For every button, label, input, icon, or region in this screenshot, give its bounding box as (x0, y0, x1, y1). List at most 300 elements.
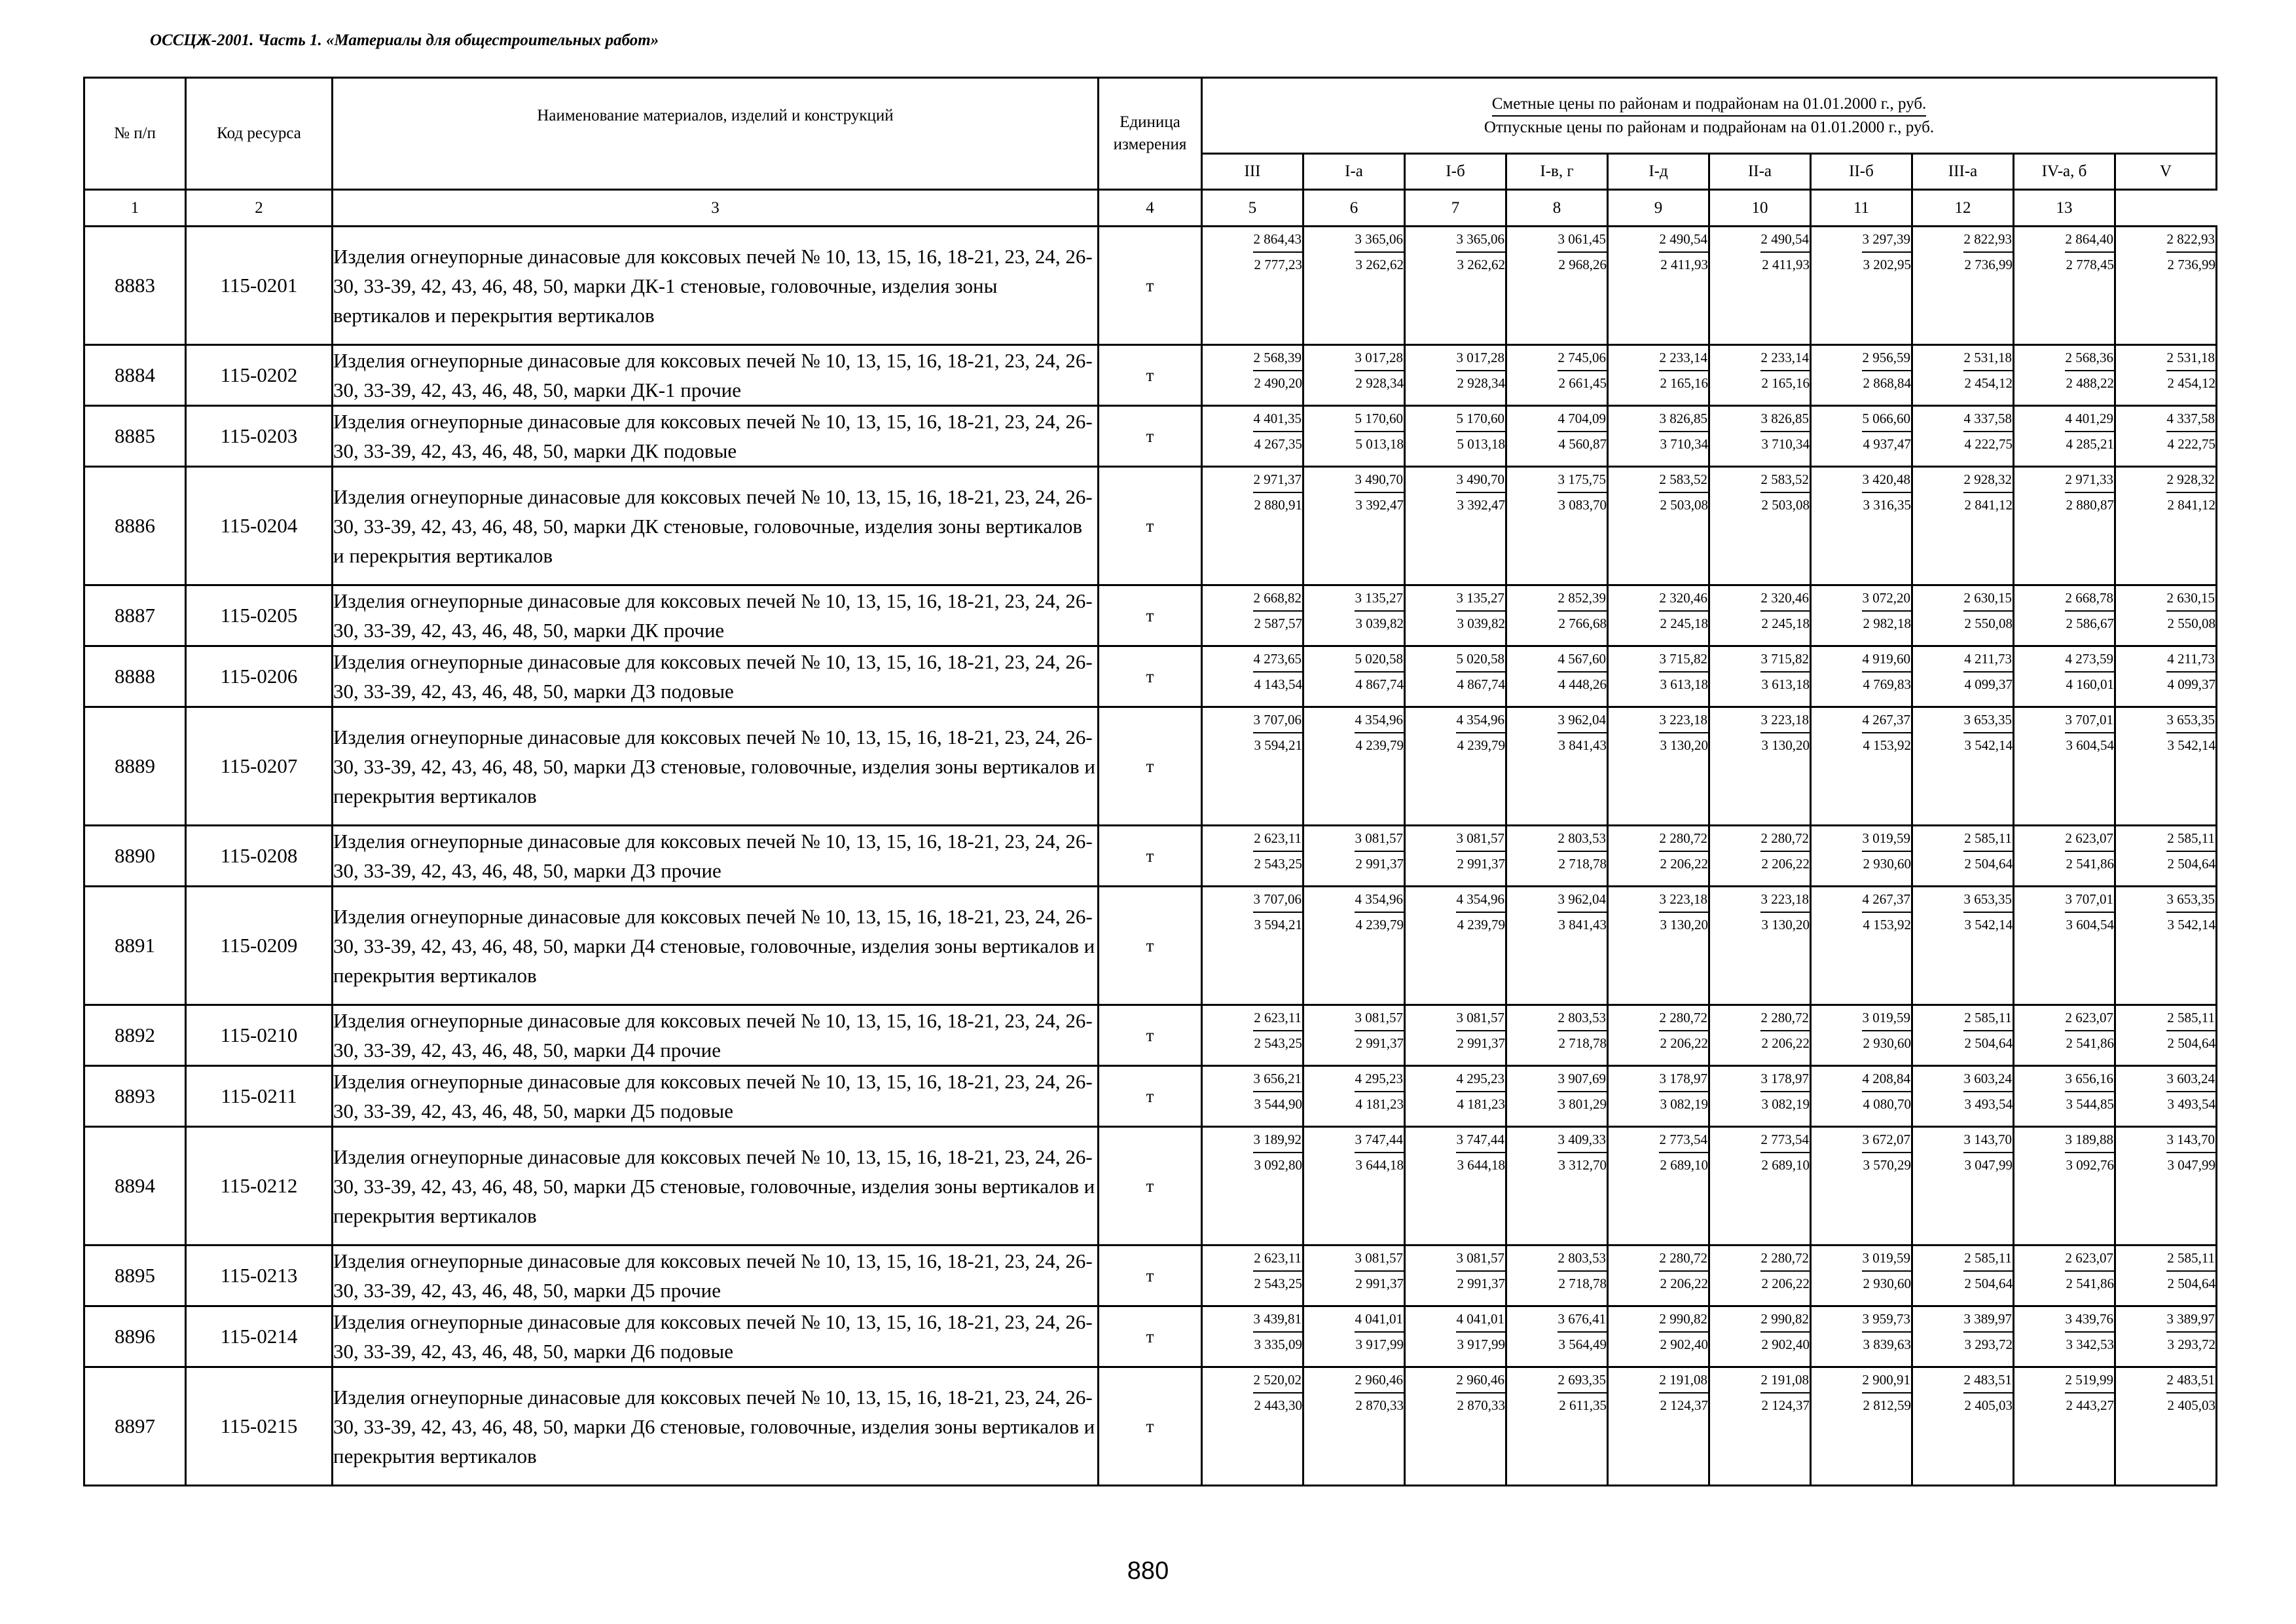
estimated-price: 2 520,02 (1253, 1368, 1303, 1393)
price-cell (2014, 406, 2115, 467)
price-cell (1912, 887, 2014, 1005)
col-header-name: Наименование материалов, изделий и конструкций (333, 78, 1099, 190)
price-cell (1303, 1005, 1405, 1066)
table-row (84, 227, 2217, 345)
estimated-price: 4 401,29 (2065, 407, 2115, 432)
price-cell (1709, 227, 1811, 345)
table-row (84, 1066, 2217, 1127)
price-cell (1811, 826, 1912, 887)
col-header-prices (1202, 78, 2217, 154)
price-cell (2014, 1246, 2115, 1306)
release-price: 4 153,92 (1863, 917, 1911, 932)
estimated-price: 2 585,11 (2166, 1006, 2215, 1031)
price-cell (1608, 585, 1709, 646)
price-cell (1202, 1306, 1303, 1367)
price-cell (1506, 467, 1608, 585)
release-price: 2 543,25 (1254, 1276, 1302, 1291)
release-price: 2 991,37 (1355, 1035, 1404, 1051)
release-price: 3 083,70 (1558, 497, 1607, 513)
release-price: 2 504,64 (1964, 856, 2013, 872)
region-header: III-а (1912, 154, 2014, 190)
unit-of-measure: т (1099, 1066, 1202, 1127)
release-price: 3 542,14 (2167, 737, 2216, 753)
release-price: 2 689,10 (1660, 1157, 1708, 1173)
release-price: 2 766,68 (1558, 616, 1607, 631)
release-price: 4 099,37 (2167, 676, 2216, 692)
estimated-price: 4 273,65 (1253, 647, 1303, 673)
release-price: 4 239,79 (1457, 917, 1505, 932)
table-row (84, 406, 2217, 467)
price-cell (2115, 1367, 2217, 1486)
estimated-price: 2 531,18 (2166, 346, 2216, 371)
estimated-price: 4 354,96 (1456, 887, 1506, 913)
estimated-price: 3 962,04 (1558, 708, 1607, 733)
price-cell (1405, 227, 1506, 345)
estimated-price: 3 490,70 (1456, 468, 1506, 493)
release-price: 2 504,64 (1964, 1035, 2013, 1051)
release-price-title: Отпускные цены по районам и подрайонам на 01.01.2000 г., руб. (1484, 118, 1935, 136)
price-cell (1608, 1066, 1709, 1127)
resource-code: 115-0209 (186, 887, 333, 1005)
release-price: 4 181,23 (1457, 1096, 1505, 1112)
unit-of-measure: т (1099, 1005, 1202, 1066)
release-price: 4 267,35 (1254, 436, 1302, 452)
estimated-price: 3 826,85 (1659, 407, 1709, 432)
table-row (84, 1246, 2217, 1306)
estimated-price: 3 135,27 (1355, 586, 1404, 612)
material-name: Изделия огнеупорные динасовые для коксовых печей № 10, 13, 15, 16, 18-21, 23, 24, 26-30, 33-39, 42, 43, 46, 48, 50, марки Д4 стеновые, головочные, изделия зоны вертикалов и перекрытия вертикалов (333, 887, 1099, 1005)
price-cell (1912, 1066, 2014, 1127)
price-cell (1506, 227, 1608, 345)
price-cell (2115, 1306, 2217, 1367)
estimated-price: 2 693,35 (1558, 1368, 1607, 1393)
row-number: 8893 (84, 1066, 186, 1127)
table-row (84, 887, 2217, 1005)
price-cell (1608, 707, 1709, 826)
region-header: II-б (1811, 154, 1912, 190)
price-cell (1811, 707, 1912, 826)
estimated-price: 2 623,11 (1253, 1246, 1302, 1272)
estimated-price: 2 822,93 (1963, 227, 2013, 253)
estimated-price: 3 081,57 (1355, 826, 1404, 852)
estimated-price: 4 041,01 (1456, 1307, 1506, 1333)
release-price: 4 867,74 (1457, 676, 1505, 692)
column-number: 5 (1202, 190, 1303, 227)
unit-of-measure: т (1099, 646, 1202, 707)
release-price: 3 342,53 (2066, 1337, 2114, 1352)
price-cell (1709, 646, 1811, 707)
estimated-price: 3 389,97 (2166, 1307, 2216, 1333)
resource-code: 115-0213 (186, 1246, 333, 1306)
release-price: 2 206,22 (1660, 1276, 1708, 1291)
price-cell (1912, 1367, 2014, 1486)
price-cell (1608, 1306, 1709, 1367)
release-price: 2 991,37 (1457, 1035, 1505, 1051)
price-cell (2115, 1005, 2217, 1066)
price-cell (2014, 707, 2115, 826)
estimated-price: 3 672,07 (1862, 1128, 1912, 1153)
release-price: 2 550,08 (2167, 616, 2216, 631)
column-number: 4 (1099, 190, 1202, 227)
estimated-price: 2 320,46 (1659, 586, 1709, 612)
price-cell (2115, 646, 2217, 707)
estimated-price: 2 668,78 (2065, 586, 2115, 612)
release-price: 3 644,18 (1355, 1157, 1404, 1173)
estimated-price: 3 178,97 (1659, 1067, 1709, 1092)
release-price: 2 902,40 (1660, 1337, 1708, 1352)
row-number: 8895 (84, 1246, 186, 1306)
column-number: 11 (1811, 190, 1912, 227)
estimated-price: 4 704,09 (1558, 407, 1607, 432)
col-header-code: Код ресурса (186, 78, 333, 190)
release-price: 2 991,37 (1457, 856, 1505, 872)
price-cell (1303, 585, 1405, 646)
estimated-price: 2 773,54 (1760, 1128, 1810, 1153)
price-cell (1912, 406, 2014, 467)
price-cell (1709, 345, 1811, 406)
price-cell (1506, 345, 1608, 406)
estimated-price: 4 295,23 (1355, 1067, 1404, 1092)
release-price: 2 718,78 (1558, 1276, 1607, 1291)
release-price: 4 448,26 (1558, 676, 1607, 692)
col-header-num: № п/п (84, 78, 186, 190)
price-cell (1912, 585, 2014, 646)
release-price: 3 604,54 (2066, 917, 2114, 932)
price-cell (2014, 887, 2115, 1005)
price-cell (1608, 1127, 1709, 1246)
release-price: 2 736,99 (2167, 257, 2216, 272)
release-price: 2 206,22 (1761, 856, 1810, 872)
release-price: 2 982,18 (1863, 616, 1911, 631)
unit-of-measure: т (1099, 406, 1202, 467)
material-name: Изделия огнеупорные динасовые для коксовых печей № 10, 13, 15, 16, 18-21, 23, 24, 26-30, 33-39, 42, 43, 46, 48, 50, марки ДЗ стеновые, головочные, изделия зоны вертикалов и перекрытия вертикалов (333, 707, 1099, 826)
estimated-price: 2 585,11 (2166, 1246, 2215, 1272)
estimated-price: 2 191,08 (1659, 1368, 1709, 1393)
release-price: 3 604,54 (2066, 737, 2114, 753)
release-price: 2 245,18 (1660, 616, 1708, 631)
release-price: 4 937,47 (1863, 436, 1911, 452)
estimated-price: 2 280,72 (1659, 826, 1709, 852)
release-price: 3 293,72 (2167, 1337, 2216, 1352)
unit-of-measure: т (1099, 1127, 1202, 1246)
release-price: 4 181,23 (1355, 1096, 1404, 1112)
table-row (84, 1367, 2217, 1486)
price-cell (1405, 646, 1506, 707)
estimated-price: 3 715,82 (1760, 647, 1810, 673)
resource-code: 115-0210 (186, 1005, 333, 1066)
release-price: 2 930,60 (1863, 856, 1911, 872)
price-cell (1202, 887, 1303, 1005)
price-cell (1912, 1127, 2014, 1246)
row-number: 8885 (84, 406, 186, 467)
release-price: 2 930,60 (1863, 1035, 1911, 1051)
release-price: 3 493,54 (2167, 1096, 2216, 1112)
release-price: 3 801,29 (1558, 1096, 1607, 1112)
estimated-price: 2 928,32 (1963, 468, 2013, 493)
unit-of-measure: т (1099, 467, 1202, 585)
release-price: 3 047,99 (1964, 1157, 2013, 1173)
estimated-price: 2 630,15 (2166, 586, 2216, 612)
release-price: 2 868,84 (1863, 375, 1911, 391)
release-price: 2 443,30 (1254, 1397, 1302, 1413)
release-price: 2 411,93 (1660, 257, 1708, 272)
release-price: 4 285,21 (2066, 436, 2114, 452)
release-price: 2 880,91 (1254, 497, 1302, 513)
release-price: 3 082,19 (1660, 1096, 1708, 1112)
release-price: 2 504,64 (2167, 1035, 2216, 1051)
price-cell (1405, 1127, 1506, 1246)
price-cell (1912, 1306, 2014, 1367)
price-cell (2115, 467, 2217, 585)
price-cell (1912, 1005, 2014, 1066)
release-price: 2 880,87 (2066, 497, 2114, 513)
price-cell (1709, 1005, 1811, 1066)
row-number: 8891 (84, 887, 186, 1005)
estimated-price: 2 623,07 (2065, 1006, 2115, 1031)
estimated-price: 5 066,60 (1862, 407, 1912, 432)
estimated-price: 2 971,37 (1253, 468, 1303, 493)
estimated-price: 2 280,72 (1760, 1006, 1810, 1031)
price-cell (2115, 585, 2217, 646)
estimated-price: 3 223,18 (1659, 887, 1709, 913)
price-cell (1709, 826, 1811, 887)
price-cell (1608, 887, 1709, 1005)
estimated-price: 2 583,52 (1760, 468, 1810, 493)
table-row (84, 1127, 2217, 1246)
price-cell (2115, 826, 2217, 887)
price-cell (1608, 345, 1709, 406)
release-price: 3 542,14 (2167, 917, 2216, 932)
release-price: 2 543,25 (1254, 856, 1302, 872)
estimated-price: 2 630,15 (1963, 586, 2013, 612)
release-price: 3 839,63 (1863, 1337, 1911, 1352)
price-cell (1303, 406, 1405, 467)
estimated-price: 2 852,39 (1558, 586, 1607, 612)
release-price: 3 262,62 (1355, 257, 1404, 272)
price-cell (1506, 887, 1608, 1005)
release-price: 2 488,22 (2066, 375, 2114, 391)
release-price: 2 550,08 (1964, 616, 2013, 631)
release-price: 3 542,14 (1964, 917, 2013, 932)
price-cell (2014, 585, 2115, 646)
release-price: 2 165,16 (1660, 375, 1708, 391)
estimated-price: 2 745,06 (1558, 346, 1607, 371)
table-row (84, 345, 2217, 406)
material-name: Изделия огнеупорные динасовые для коксовых печей № 10, 13, 15, 16, 18-21, 23, 24, 26-30, 33-39, 42, 43, 46, 48, 50, марки ДК прочие (333, 585, 1099, 646)
release-price: 3 493,54 (1964, 1096, 2013, 1112)
estimated-price: 4 567,60 (1558, 647, 1607, 673)
estimated-price: 2 531,18 (1963, 346, 2013, 371)
release-price: 4 080,70 (1863, 1096, 1911, 1112)
material-name: Изделия огнеупорные динасовые для коксовых печей № 10, 13, 15, 16, 18-21, 23, 24, 26-30, 33-39, 42, 43, 46, 48, 50, марки ДК подовые (333, 406, 1099, 467)
estimated-price: 3 653,35 (1963, 887, 2013, 913)
release-price: 2 777,23 (1254, 257, 1302, 272)
release-price: 3 841,43 (1558, 917, 1607, 932)
price-cell (1202, 1367, 1303, 1486)
release-price: 3 262,62 (1457, 257, 1505, 272)
page-number: 880 (1127, 1557, 1169, 1585)
material-name: Изделия огнеупорные динасовые для коксовых печей № 10, 13, 15, 16, 18-21, 23, 24, 26-30, 33-39, 42, 43, 46, 48, 50, марки Д5 подовые (333, 1066, 1099, 1127)
estimated-price: 2 990,82 (1659, 1307, 1709, 1333)
estimated-price: 4 211,73 (1963, 647, 2013, 673)
estimated-price: 3 409,33 (1558, 1128, 1607, 1153)
estimated-price: 4 208,84 (1862, 1067, 1912, 1092)
price-cell (1709, 887, 1811, 1005)
price-cell (1202, 345, 1303, 406)
price-cell (1303, 1127, 1405, 1246)
release-price: 4 222,75 (1964, 436, 2013, 452)
estimated-price: 3 962,04 (1558, 887, 1607, 913)
column-number: 3 (333, 190, 1099, 227)
estimated-price: 2 773,54 (1659, 1128, 1709, 1153)
estimated-price: 3 747,44 (1355, 1128, 1404, 1153)
estimated-price: 2 956,59 (1862, 346, 1912, 371)
estimated-price: 2 585,11 (1963, 1246, 2013, 1272)
region-header: III (1202, 154, 1303, 190)
estimated-price: 2 280,72 (1760, 826, 1810, 852)
unit-of-measure: т (1099, 585, 1202, 646)
price-cell (1608, 826, 1709, 887)
price-cell (1912, 646, 2014, 707)
price-cell (1709, 1127, 1811, 1246)
estimated-price: 2 490,54 (1760, 227, 1810, 253)
release-price: 2 587,57 (1254, 616, 1302, 631)
material-name: Изделия огнеупорные динасовые для коксовых печей № 10, 13, 15, 16, 18-21, 23, 24, 26-30, 33-39, 42, 43, 46, 48, 50, марки Д4 прочие (333, 1005, 1099, 1066)
table-row (84, 646, 2217, 707)
price-cell (1405, 1367, 1506, 1486)
estimated-price: 5 170,60 (1355, 407, 1404, 432)
row-number: 8894 (84, 1127, 186, 1246)
column-number: 9 (1608, 190, 1709, 227)
release-price: 3 130,20 (1761, 917, 1810, 932)
release-price: 4 239,79 (1355, 737, 1404, 753)
estimated-price: 2 519,99 (2065, 1368, 2115, 1393)
price-cell (1506, 1005, 1608, 1066)
material-name: Изделия огнеупорные динасовые для коксовых печей № 10, 13, 15, 16, 18-21, 23, 24, 26-30, 33-39, 42, 43, 46, 48, 50, марки ДЗ подовые (333, 646, 1099, 707)
price-cell (1506, 1127, 1608, 1246)
resource-code: 115-0208 (186, 826, 333, 887)
release-price: 2 902,40 (1761, 1337, 1810, 1352)
estimated-price: 3 178,97 (1760, 1067, 1810, 1092)
material-name: Изделия огнеупорные динасовые для коксовых печей № 10, 13, 15, 16, 18-21, 23, 24, 26-30, 33-39, 42, 43, 46, 48, 50, марки ДК стеновые, головочные, изделия зоны вертикалов и перекрытия вертикалов (333, 467, 1099, 585)
estimated-price: 3 081,57 (1456, 1006, 1506, 1031)
page-header: ОССЦЖ-2001. Часть 1. «Материалы для общестроительных работ» (150, 31, 659, 49)
price-cell (1709, 1066, 1811, 1127)
release-price: 2 718,78 (1558, 856, 1607, 872)
estimated-price: 3 297,39 (1862, 227, 1912, 253)
price-cell (1303, 646, 1405, 707)
resource-code: 115-0201 (186, 227, 333, 345)
price-cell (1405, 1066, 1506, 1127)
release-price: 4 560,87 (1558, 436, 1607, 452)
estimated-price: 2 900,91 (1862, 1368, 1912, 1393)
price-cell (1811, 467, 1912, 585)
release-price: 2 870,33 (1355, 1397, 1404, 1413)
price-cell (1506, 585, 1608, 646)
price-cell (1811, 646, 1912, 707)
release-price: 3 039,82 (1355, 616, 1404, 631)
price-cell (1709, 406, 1811, 467)
price-cell (1811, 1246, 1912, 1306)
release-price: 3 047,99 (2167, 1157, 2216, 1173)
resource-code: 115-0212 (186, 1127, 333, 1246)
release-price: 3 594,21 (1254, 737, 1302, 753)
release-price: 3 130,20 (1660, 917, 1708, 932)
estimated-price: 3 061,45 (1558, 227, 1607, 253)
region-header: I-в, г (1506, 154, 1608, 190)
price-cell (1303, 826, 1405, 887)
release-price: 3 335,09 (1254, 1337, 1302, 1352)
price-cell (1912, 467, 2014, 585)
estimated-price: 2 583,52 (1659, 468, 1709, 493)
price-cell (2115, 1066, 2217, 1127)
unit-of-measure: т (1099, 227, 1202, 345)
estimated-price: 4 295,23 (1456, 1067, 1506, 1092)
price-cell (1608, 1246, 1709, 1306)
release-price: 3 544,85 (2066, 1096, 2114, 1112)
estimated-price: 3 490,70 (1355, 468, 1404, 493)
release-price: 2 206,22 (1761, 1035, 1810, 1051)
price-cell (1608, 467, 1709, 585)
column-number: 6 (1303, 190, 1405, 227)
price-cell (1303, 1306, 1405, 1367)
unit-of-measure: т (1099, 826, 1202, 887)
estimated-price: 2 233,14 (1760, 346, 1810, 371)
estimated-price: 2 960,46 (1456, 1368, 1506, 1393)
release-price: 2 991,37 (1457, 1276, 1505, 1291)
estimated-price: 5 020,58 (1456, 647, 1506, 673)
estimated-price: 3 019,59 (1862, 1246, 1912, 1272)
release-price: 3 039,82 (1457, 616, 1505, 631)
resource-code: 115-0203 (186, 406, 333, 467)
price-cell (1303, 887, 1405, 1005)
estimated-price: 4 919,60 (1862, 647, 1912, 673)
price-cell (1202, 1066, 1303, 1127)
release-price: 2 928,34 (1457, 375, 1505, 391)
estimated-price: 4 211,73 (2166, 647, 2215, 673)
table-row (84, 585, 2217, 646)
estimated-price: 3 653,35 (1963, 708, 2013, 733)
price-cell (1811, 1066, 1912, 1127)
price-table (83, 77, 2217, 1486)
material-name: Изделия огнеупорные динасовые для коксовых печей № 10, 13, 15, 16, 18-21, 23, 24, 26-30, 33-39, 42, 43, 46, 48, 50, марки ДК-1 стеновые, головочные, изделия зоны вертикалов и перекрытия вертикалов (333, 227, 1099, 345)
estimated-price: 3 143,70 (1963, 1128, 2013, 1153)
release-price: 2 541,86 (2066, 1035, 2114, 1051)
region-header: IV-а, б (2014, 154, 2115, 190)
price-cell (1506, 1246, 1608, 1306)
price-cell (1405, 406, 1506, 467)
price-cell (2014, 1066, 2115, 1127)
price-cell (1506, 1066, 1608, 1127)
resource-code: 115-0211 (186, 1066, 333, 1127)
release-price: 2 405,03 (1964, 1397, 2013, 1413)
material-name: Изделия огнеупорные динасовые для коксовых печей № 10, 13, 15, 16, 18-21, 23, 24, 26-30, 33-39, 42, 43, 46, 48, 50, марки ДЗ прочие (333, 826, 1099, 887)
release-price: 4 143,54 (1254, 676, 1302, 692)
resource-code: 115-0202 (186, 345, 333, 406)
estimated-price: 2 568,36 (2065, 346, 2115, 371)
estimated-price: 3 081,57 (1355, 1006, 1404, 1031)
release-price: 2 490,20 (1254, 375, 1302, 391)
price-cell (1608, 406, 1709, 467)
release-price: 4 222,75 (2167, 436, 2216, 452)
material-name: Изделия огнеупорные динасовые для коксовых печей № 10, 13, 15, 16, 18-21, 23, 24, 26-30, 33-39, 42, 43, 46, 48, 50, марки Д5 прочие (333, 1246, 1099, 1306)
release-price: 2 991,37 (1355, 856, 1404, 872)
estimated-price: 4 273,59 (2065, 647, 2115, 673)
column-number: 7 (1405, 190, 1506, 227)
release-price: 2 928,34 (1355, 375, 1404, 391)
price-cell (1811, 406, 1912, 467)
price-cell (1608, 1005, 1709, 1066)
